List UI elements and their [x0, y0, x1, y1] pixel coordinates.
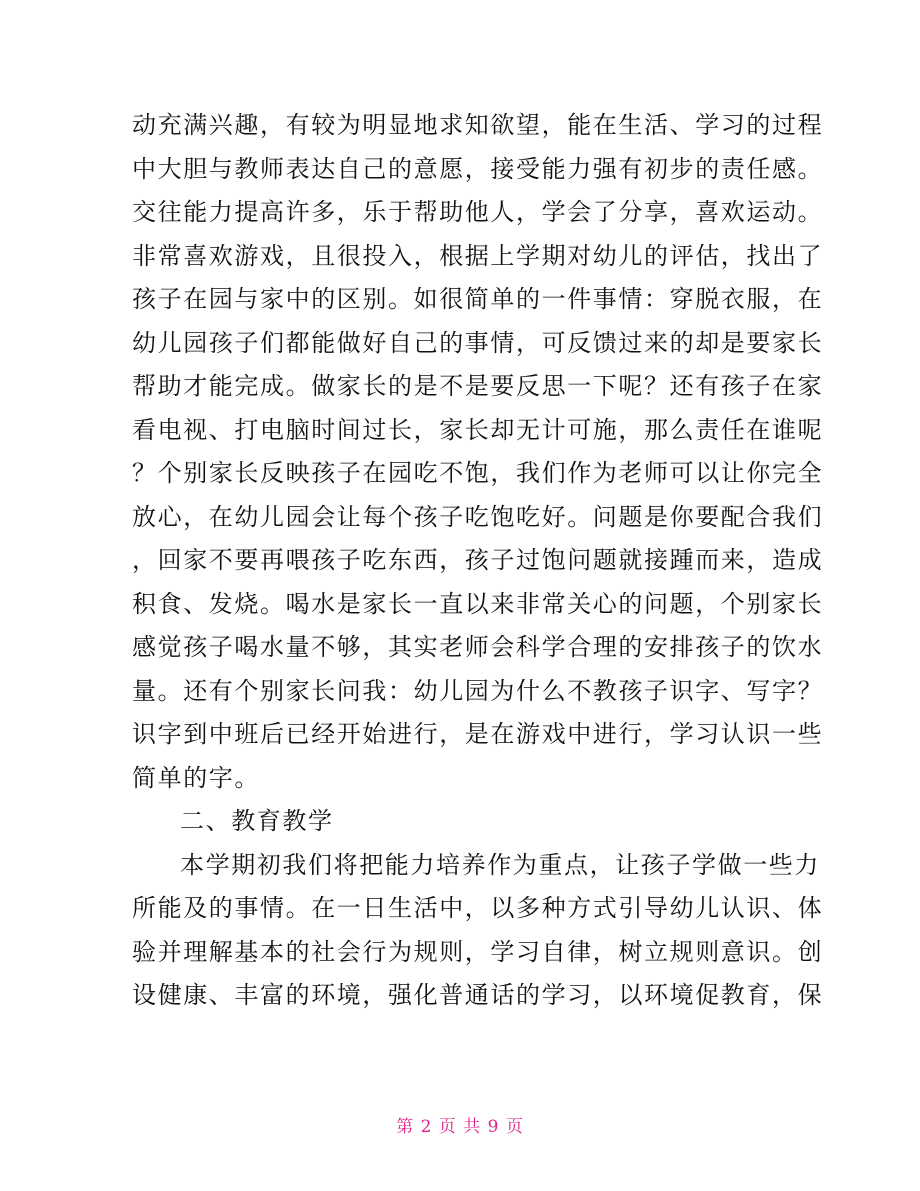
- text-line: 动充满兴趣，有较为明显地求知欲望，能在生活、学习的过程: [132, 111, 824, 139]
- text-line: ？个别家长反映孩子在园吃不饱，我们作为老师可以让你完全: [132, 459, 824, 487]
- text-line: 所能及的事情。在一日生活中，以多种方式引导幼儿认识、体: [132, 894, 824, 922]
- page-number-footer: 第 2 页 共 9 页: [396, 1117, 524, 1137]
- text-line: 简单的字。: [132, 763, 260, 792]
- text-line: 放心，在幼儿园会让每个孩子吃饱吃好。问题是你要配合我们: [132, 502, 824, 531]
- text-line: 孩子在园与家中的区别。如很简单的一件事情：穿脱衣服，在: [132, 285, 824, 313]
- text-line: 中大胆与教师表达自己的意愿，接受能力强有初步的责任感。: [132, 154, 824, 183]
- text-line: 非常喜欢游戏，且很投入，根据上学期对幼儿的评估，找出了: [132, 241, 824, 270]
- text-line: 二、教育教学: [180, 807, 334, 835]
- text-line: 感觉孩子喝水量不够，其实老师会科学合理的安排孩子的饮水: [132, 633, 824, 661]
- text-line: 识字到中班后已经开始进行，是在游戏中进行，学习认识一些: [132, 720, 824, 748]
- text-line: ，回家不要再喂孩子吃东西，孩子过饱问题就接踵而来，造成: [132, 546, 824, 574]
- text-line: 交往能力提高许多，乐于帮助他人，学会了分享，喜欢运动。: [132, 198, 824, 226]
- text-line: 验并理解基本的社会行为规则，学习自律，树立规则意识。创: [132, 937, 824, 966]
- text-line: 帮助才能完成。做家长的是不是要反思一下呢？还有孩子在家: [132, 372, 824, 400]
- text-line: 量。还有个别家长问我：幼儿园为什么不教孩子识字、写字？: [132, 676, 824, 705]
- text-line: 设健康、丰富的环境，强化普通话的学习，以环境促教育，保: [132, 981, 824, 1009]
- text-line: 看电视、打电脑时间过长，家长却无计可施，那么责任在谁呢: [132, 415, 824, 444]
- document-body: [132, 104, 824, 1018]
- text-line: 本学期初我们将把能力培养作为重点，让孩子学做一些力: [180, 850, 820, 879]
- text-line: 积食、发烧。喝水是家长一直以来非常关心的问题，个别家长: [132, 589, 824, 618]
- text-line: 幼儿园孩子们都能做好自己的事情，可反馈过来的却是要家长: [132, 328, 824, 357]
